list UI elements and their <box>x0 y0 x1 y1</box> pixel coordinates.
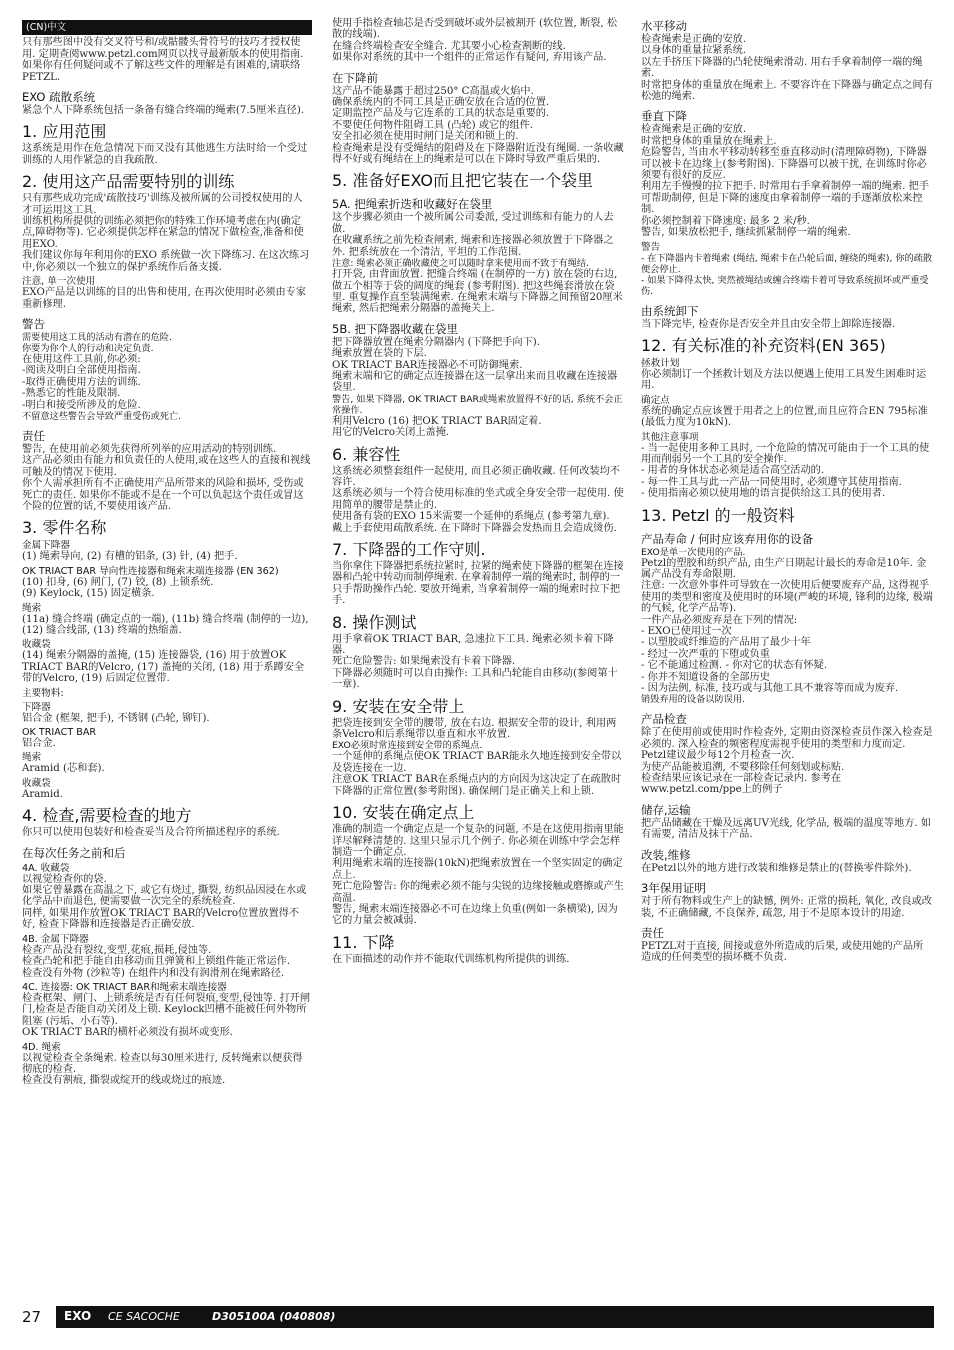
other-notes-text: - 当一起使用多种工具时, 一个危险的情况可能由于一个工具的使用而削弱另一个工具的安全操作. - 用者的身体状态必须是适合高空活动的. - 每一件工具与此一产品一同使用时, 必须遵守其使用指南. - 使用指南必须以使用地的语言提供给这工具的使用者. <box>641 442 930 500</box>
section-2-title: 2. 使用这产品需要特别的训练 <box>22 172 235 192</box>
exo-text: 紧急个人下降系统包括一条备有缝合终端的绳索(7.5厘米直径). <box>22 105 305 117</box>
materials-heading: 主要物料: <box>22 687 64 699</box>
section-2-note-title: 注意, 单一次使用 <box>22 276 96 288</box>
section-4c-heading: 4C. 连接器: OK TRIACT BAR和绳索末端连接器 <box>22 981 227 993</box>
vertical-text: 检查绳索是正确的安放. 时常把身体的重量放在绳索上. 危险警告, 当由水平移动转移至垂直移动时(清理障碍物), 下降器可以被卡在边缘上(参考附图). 下降器可以被干扰, 在训练时你必须要有很好的反应. 利用左手慢慢的拉下把手. 时常用右手拿着制停一端的绳索. 把手可帮助制停, 但是下降的速度由拿着制停一端的手逐渐放松来控制. 你必须控制着下降速度: 最多 2 米/秒. 警告, 如果放松把手, 继续抓紧制停一端的绳索. <box>641 124 930 239</box>
unclip-heading: 由系统卸下 <box>641 303 699 318</box>
section-5b-heading: 5B. 把下降器收藏在袋里 <box>332 321 459 336</box>
continued-text: 使用手指检查轴芯是否受到破坏或外层被割开 (软位置, 断裂, 松散的线端). 在缝合终端检查安全缝合. 尤其要小心检查割断的线. 如果你对系统的其中一个组件的正常运作有疑问, 弃用该产品. <box>332 18 618 64</box>
section-6-title: 6. 兼容性 <box>332 444 401 464</box>
metal-descender-parts: (1) 绳索导向, (2) 有槽的铝条, (3) 针, (4) 把手. <box>22 551 238 563</box>
section-10-title: 10. 安装在确定点上 <box>332 803 475 823</box>
section-6-text: 这系统必须整套组件一起使用, 而且必须正确收藏. 任何改装均不容许. 这系统必须与一个符合使用标准的坐式或全身安全带一起使用. 使用简单的腰带是禁止的. 使用备有袋的EXO 15米需要一个延伸的系绳点 (参考第九章). 戴上手套使用疏散系统. 在下降时下降器会发热而且会造成烫伤. <box>332 465 624 534</box>
responsibility-text: 警告, 在使用前必须先获得所列举的应用活动的特别训练. 这产品必须由有能力和负责任的人使用,或在这些人的直接和视线可触及的情况下使用. 你个人需承担所有不正确使用产品所带来的风险和损坏, 受伤或死亡的责任. 如果你不能或不是在一个可以负起这个责任或冒这个险的位置的话,不要使用该产品. <box>22 443 311 512</box>
section-4c-text: 检查框架、闸门、上锁系统是否有任何裂痕,变型,侵蚀等. 打开闸门,检查是否能自动关闭及上锁. Keylock凹槽不能被任何外物所阻塞 (污垢、小石等). OK TRIACT BAR的横杆必须没有损坏或变形. <box>22 992 311 1039</box>
section-13-title: 13. Petzl 的一般资料 <box>641 505 795 525</box>
anchor-text: 系统的确定点应该置于用者之上的位置,而且应符合EN 795标准(最低力度为10kN). <box>641 405 928 429</box>
section-5b-note: 警告, 如果下降器, OK TRIACT BAR或绳索放置得不好的话, 系统不会正常操作. <box>332 393 623 416</box>
section-10-text: 准确的制造一个确定点是一个复杂的问题, 不是在这使用指南里能详尽解释清楚的. 这里只显示几个例子. 你必须在训练中学会怎样制造一个确定点. 利用绳索末端的连接器(10kN)把绳索放置在一个坚实固定的确定点上. 死亡危险警告: 你的绳索必须不能与尖锐的边缘接触或磨擦或产生高温. 警告, 绳索末端连接器必不可在边缘上负重(例如一条横梁), 因为它的力量会被减弱. <box>332 824 624 927</box>
bag-material: Aramid. <box>22 788 63 800</box>
section-4d-text: 以视觉检查全条绳索. 检查以每30厘米进行, 反转绳索以便获得彻底的检查. 检查没有割痕, 撕裂或绽开的线或烧过的痕迹. <box>22 1052 303 1087</box>
rope-parts: (11a) 缝合终端 (确定点的一端), (11b) 缝合终端 (制停的一边), (12) 缝合线部, (13) 终端的热缩盖. <box>22 613 309 636</box>
bag-parts: (14) 绳索分隔器的盖掩, (15) 连接器袋, (16) 用于放置OK TRIACT BAR的Velcro, (17) 盖掩的关闭, (18) 用于系蹲安全带的Velcro, (19) 后固定位置带. <box>22 650 305 685</box>
col3-warning-text: - 在下降器内卡着绳索 (绳结, 绳索卡在凸轮后面, 缠绕的绳索), 你的疏散便会停止. - 如果下降得太快, 突然被绳结或缠合终端卡着可导致系统损坏或严重受伤. <box>641 252 933 297</box>
inspection-heading: 产品检查 <box>641 712 687 727</box>
warning-bold-2: 不留意这些警告会导致严重受伤或死亡. <box>22 410 182 422</box>
section-5a-heading: 5A. 把绳索折迭和收藏好在袋里 <box>332 197 493 212</box>
responsibility-title: 责任 <box>22 428 45 443</box>
section-11-text: 在下面描述的动作并不能取代训练机构所提供的训练. <box>332 953 570 965</box>
section-7-text: 当你拿住下降器把系统拉紧时, 拉紧的绳索使下降器的框架在连接器和凸轮中转动而制停绳索. 在拿着制停一端的绳索时, 制停的一只手帮助操作凸轮. 要放开绳索, 当拿着制停一端的绳索时拉下把手. <box>332 561 624 607</box>
section-4a-heading: 4A. 收藏袋 <box>22 862 70 874</box>
section-4a-text: 以视觉检查你的袋. 如果它曾暴露在高温之下, 或它有烧过, 撕裂, 纺织品因浸在水或化学品中而退色, 便需要做一次完全的系统检查. 同样, 如果用作放置OK TRIACT BAR的Velcro位置放置得不好, 检查下降器和连接器是否正确安放. <box>22 873 307 931</box>
lifetime-text: Petzl的塑胶和纺织产品, 由生产日期起计最长的寿命是10年. 金属产品没有寿命限期. 注意: 一次意外事件可导致在一次使用后便要废弃产品, 这得视乎使用的类型和密度及使用时的环境(严峻的环境, 锋利的边缘, 极端的气候, 化学产品等). 一件产品必须废弃是在下列的情况: - EXO已使用过一次 - 以塑胶或纤维造的产品用了最少十年 - 经过一次严重的下堕或负重 - 它不能通过检测. - 你对它的状态有怀疑. - 你并不知道设备的全部历史 - 因为法例, 标准, 技巧或与其他工具不兼容等而成为废弃. <box>641 557 933 695</box>
exo-title: EXO 疏散系统 <box>22 90 96 105</box>
section-5b-text: 把下降器放置在绳索分隔器内 (下降把手向下). 绳索放置在袋的下层. OK TRIACT BAR连接器必不可防御绳索. 绳索末端和它的确定点连接器在这一层拿出来而且收藏在连接器袋里. <box>332 336 618 394</box>
section-11-title: 11. 下降 <box>332 932 395 952</box>
before-descent-heading: 在下降前 <box>332 70 378 85</box>
page-number: 27 <box>22 1308 42 1326</box>
horizontal-heading: 水平移动 <box>641 19 687 33</box>
section-8-title: 8. 操作测试 <box>332 612 417 632</box>
descender-material: 铝合金 (框架, 把手), 不锈钢 (凸轮, 铆钉). <box>22 712 210 724</box>
warning-text: 在使用这件工具前,你必须: -阅读及明白全部使用指南. -取得正确使用方法的训练. -熟悉它的性能及限制. -明白和接受所涉及的危险. <box>22 353 141 411</box>
warning-bold: 需要使用这工具的活动有潜在的危险. 你要为你个人的行动和决定负责. <box>22 331 172 354</box>
column-1 <box>22 20 312 1087</box>
section-4-text: 你只可以使用包装好和检查妥当及合符所描述程序的系统. <box>22 827 280 839</box>
intro-text: 只有那些图中没有交叉符号和/或骷髅头骨符号的技巧才授权使用. 定期查阅www.petzl.com网页以找寻最新版本的使用指南. 如果你有任何疑问或不了解这些文件的理解是有困难的,请联络PETZL. <box>22 37 304 83</box>
section-2-note: EXO产品是以训练的目的出售和使用, 在再次使用时必须由专家重新修理. <box>22 287 307 310</box>
language-tab: (CN)中文 <box>22 20 312 35</box>
liability-text: PETZL对于直接, 间接或意外所造成的后果, 或使用她的产品所造成的任何类型的损坏概不负责. <box>641 940 924 964</box>
bag-material-heading: 收藏袋 <box>22 777 51 789</box>
lifetime-heading: 产品寿命 / 何时应该弃用你的设备 <box>641 531 814 546</box>
section-9-text: 把袋连接到安全带的腰带, 放在右边. 根据安全带的设计, 利用两条Velcro和后系绳带以垂直和水平放置. <box>332 717 617 741</box>
triact-parts: (10) 扣身, (6) 闸门, (7) 铰, (8) 上锁系统. (9) Keylock, (15) 固定横条. <box>22 576 214 600</box>
product-subtitle: CE SACOCHE <box>108 1310 180 1323</box>
section-1-title: 1. 应用范围 <box>22 122 107 142</box>
section-5-title: 5. 准备好EXO而且把它装在一个袋里 <box>332 171 593 191</box>
warranty-heading: 3年保用证明 <box>641 881 706 896</box>
ok-material-heading: OK TRIACT BAR <box>22 727 97 739</box>
product-name: EXO <box>64 1309 92 1323</box>
vertical-heading: 垂直下降 <box>641 109 687 124</box>
lifetime-note: EXO是单一次使用的产品. <box>641 546 746 558</box>
section-2-text: 只有那些成功完成'疏散技巧'训练及被所属的公司授权使用的人才可运用这工具. 训练机构所提供的训练必须把你的特殊工作环境考虑在内(确定点,障碍物等). 它必须提供怎样在紧急的情况下做检查,准备和使用EXO. 我们建议你每年利用你的EXO 系统做一次下降练习. 在这次练习中,你必须以一个独立的保护系统作后备支援. <box>22 193 310 273</box>
section-1-text: 这系统是用作在危急情况下而又没有其他逃生方法时给一个受过训练的人用作紧急的自我疏散. <box>22 143 308 166</box>
section-9-text-2: 一个延伸的系绳点使OK TRIACT BAR能永久地连接到安全带以及袋连接在一边. 注意OK TRIACT BAR在系绳点内的方向因为这决定了在疏散时下降器的正常位置(参考附图). 确保闸门是正确关上和上锁. <box>332 751 622 797</box>
modification-text: 在Petzl以外的地方进行改装和维修是禁止的(替换零件除外). <box>641 862 912 874</box>
storage-heading: 储存,运输 <box>641 802 691 817</box>
column-2 <box>332 18 624 965</box>
triact-heading: OK TRIACT BAR 导向性连接器和绳索末端连接器 (EN 362) <box>22 565 279 577</box>
section-3-title: 3. 零件名称 <box>22 518 107 538</box>
section-5b-text-2: 利用Velcro (16) 把OK TRIACT BAR固定着. 用它的Velcro关闭上盖掩. <box>332 415 542 439</box>
section-4b-heading: 4B. 金属下降器 <box>22 933 89 945</box>
page-footer <box>22 1306 934 1328</box>
descender-material-heading: 下降器 <box>22 701 51 713</box>
anchor-heading: 确定点 <box>641 394 670 406</box>
section-4d-heading: 4D. 绳索 <box>22 1041 61 1053</box>
other-notes-heading: 其他注意事项 <box>641 431 699 443</box>
rescue-plan-text: 你必须制订一个拯救计划及方法以便遇上使用工具发生困难时运用. <box>641 368 927 392</box>
document-code: D305100A (040808) <box>212 1310 336 1323</box>
rope-material: Aramid (芯和套). <box>22 763 105 775</box>
section-5a-text-2: 打开袋, 由背面放置. 把缝合终端 (在制停的一方) 放在袋的右边, 做五个相等于袋的阔度的绳套 (参考附图). 把这些绳套滑放在袋里. 重复操作直至装满绳索. 在绳索末端与下降器之间预留20厘米绳索, 然后把绳索分隔器的盖掩关上. <box>332 269 623 315</box>
ok-material: 铝合金. <box>22 738 56 750</box>
section-9-title: 9. 安装在安全带上 <box>332 696 465 716</box>
inspection-text: 除了在使用前或使用时作检查外, 定期由资深检查员作深入检查是必须的. 深入检查的频密程度需视乎使用的类型和力度而定. Petzl建议最少每12个月检查一次. 为使产品能被追溯, 不要移除任何刻划或标贴. 检查结果应该记录在一部检查记录内. 参考在www.petzl.com/ppe上的例子 <box>641 727 933 796</box>
warning-title: 警告 <box>22 316 45 331</box>
bag-heading: 收藏袋 <box>22 639 51 651</box>
horizontal-text: 检查绳索是正确的安放. 以身体的重量拉紧系统. 以左手挤压下降器的凸轮使绳索滑动. 用右手拿着制停一端的绳索. 时常把身体的重量放在绳索上. 不要容许在下降器与确定点之间有松弛的绳索. <box>641 34 933 103</box>
liability-heading: 责任 <box>641 925 664 940</box>
section-4-title: 4. 检查,需要检查的地方 <box>22 806 192 826</box>
metal-descender-heading: 金属下降器 <box>22 540 70 552</box>
col3-warning-heading: 警告 <box>641 241 661 253</box>
storage-text: 把产品储藏在干燥及远离UV光线, 化学品, 极端的温度等地方. 如有需要, 清洁及抹干产品. <box>641 817 932 841</box>
section-4b-text: 检查产品没有裂纹,变型,花痕,损耗,侵蚀等. 检查凸轮和把手能自由移动而且弹簧和上锁组件能正常运作. 检查没有外物 (沙粒等) 在组件内和没有润滑剂在绳索路径. <box>22 944 291 979</box>
section-7-title: 7. 下降器的工作守则. <box>332 540 486 559</box>
unclip-text: 当下降完毕, 检查你是否安全并且由安全带上卸除连接器. <box>641 318 896 330</box>
warranty-text: 对于所有物料或生产上的缺憾, 例外: 正常的损耗, 氧化, 改良或改装, 不正确储藏, 不良保养, 疏忽, 用于不是原本设计的用途. <box>641 896 932 919</box>
rescue-plan-heading: 拯救计划 <box>641 357 680 369</box>
column-3 <box>641 20 933 964</box>
section-5a-text: 这个步骤必须由一个被所属公司委派, 受过训练和有能力的人去做. 在收藏系统之前先检查闸索, 绳索和连接器必须放置于下降器之外. 把系统放在一个清洁, 平坦的工作范围. <box>332 212 614 258</box>
rope-heading: 绳索 <box>22 602 42 614</box>
section-12-title: 12. 有关标准的补充资料(EN 365) <box>641 335 886 355</box>
footer-bar <box>56 1306 934 1328</box>
before-descent-text: 这产品不能暴露于超过250° C高温或火焰中. 确保系统内的不同工具是正确安放在合适的位置. 定期监控产品及与它连系的工具的状态是重要的. 不要使任何物件阻碍工具 (凸轮) 或它的组件. 安全扣必须在使用时闸门是关闭和锁上的. 检查绳索是没有受绳结的阻碍及在下降器附近没有绳圈. 一条收藏得不好或有绳结在上的绳索是可以在下降时导致严重后果的. <box>332 85 624 166</box>
section-5a-note: 注意: 绳索必须正确收藏使之可以随时拿来使用而不致于有绳结. <box>332 258 589 270</box>
each-task-heading: 在每次任务之前和后 <box>22 845 126 860</box>
section-8-text: 用手拿着OK TRIACT BAR, 急速拉下工具. 绳索必须卡着下降器. 死亡危险警告: 如果绳索没有卡着下降器. 下降器必须随时可以自由操作: 工具和凸轮能自由移动(参阅第十一章). <box>332 633 618 691</box>
lifetime-bold: 销毁弃用的设备以防误用. <box>641 694 745 706</box>
section-9-note: EXO必须时常连接到安全带的系绳点. <box>332 740 483 752</box>
modification-heading: 改装,维修 <box>641 847 691 862</box>
rope-material-heading: 绳索 <box>22 752 42 764</box>
